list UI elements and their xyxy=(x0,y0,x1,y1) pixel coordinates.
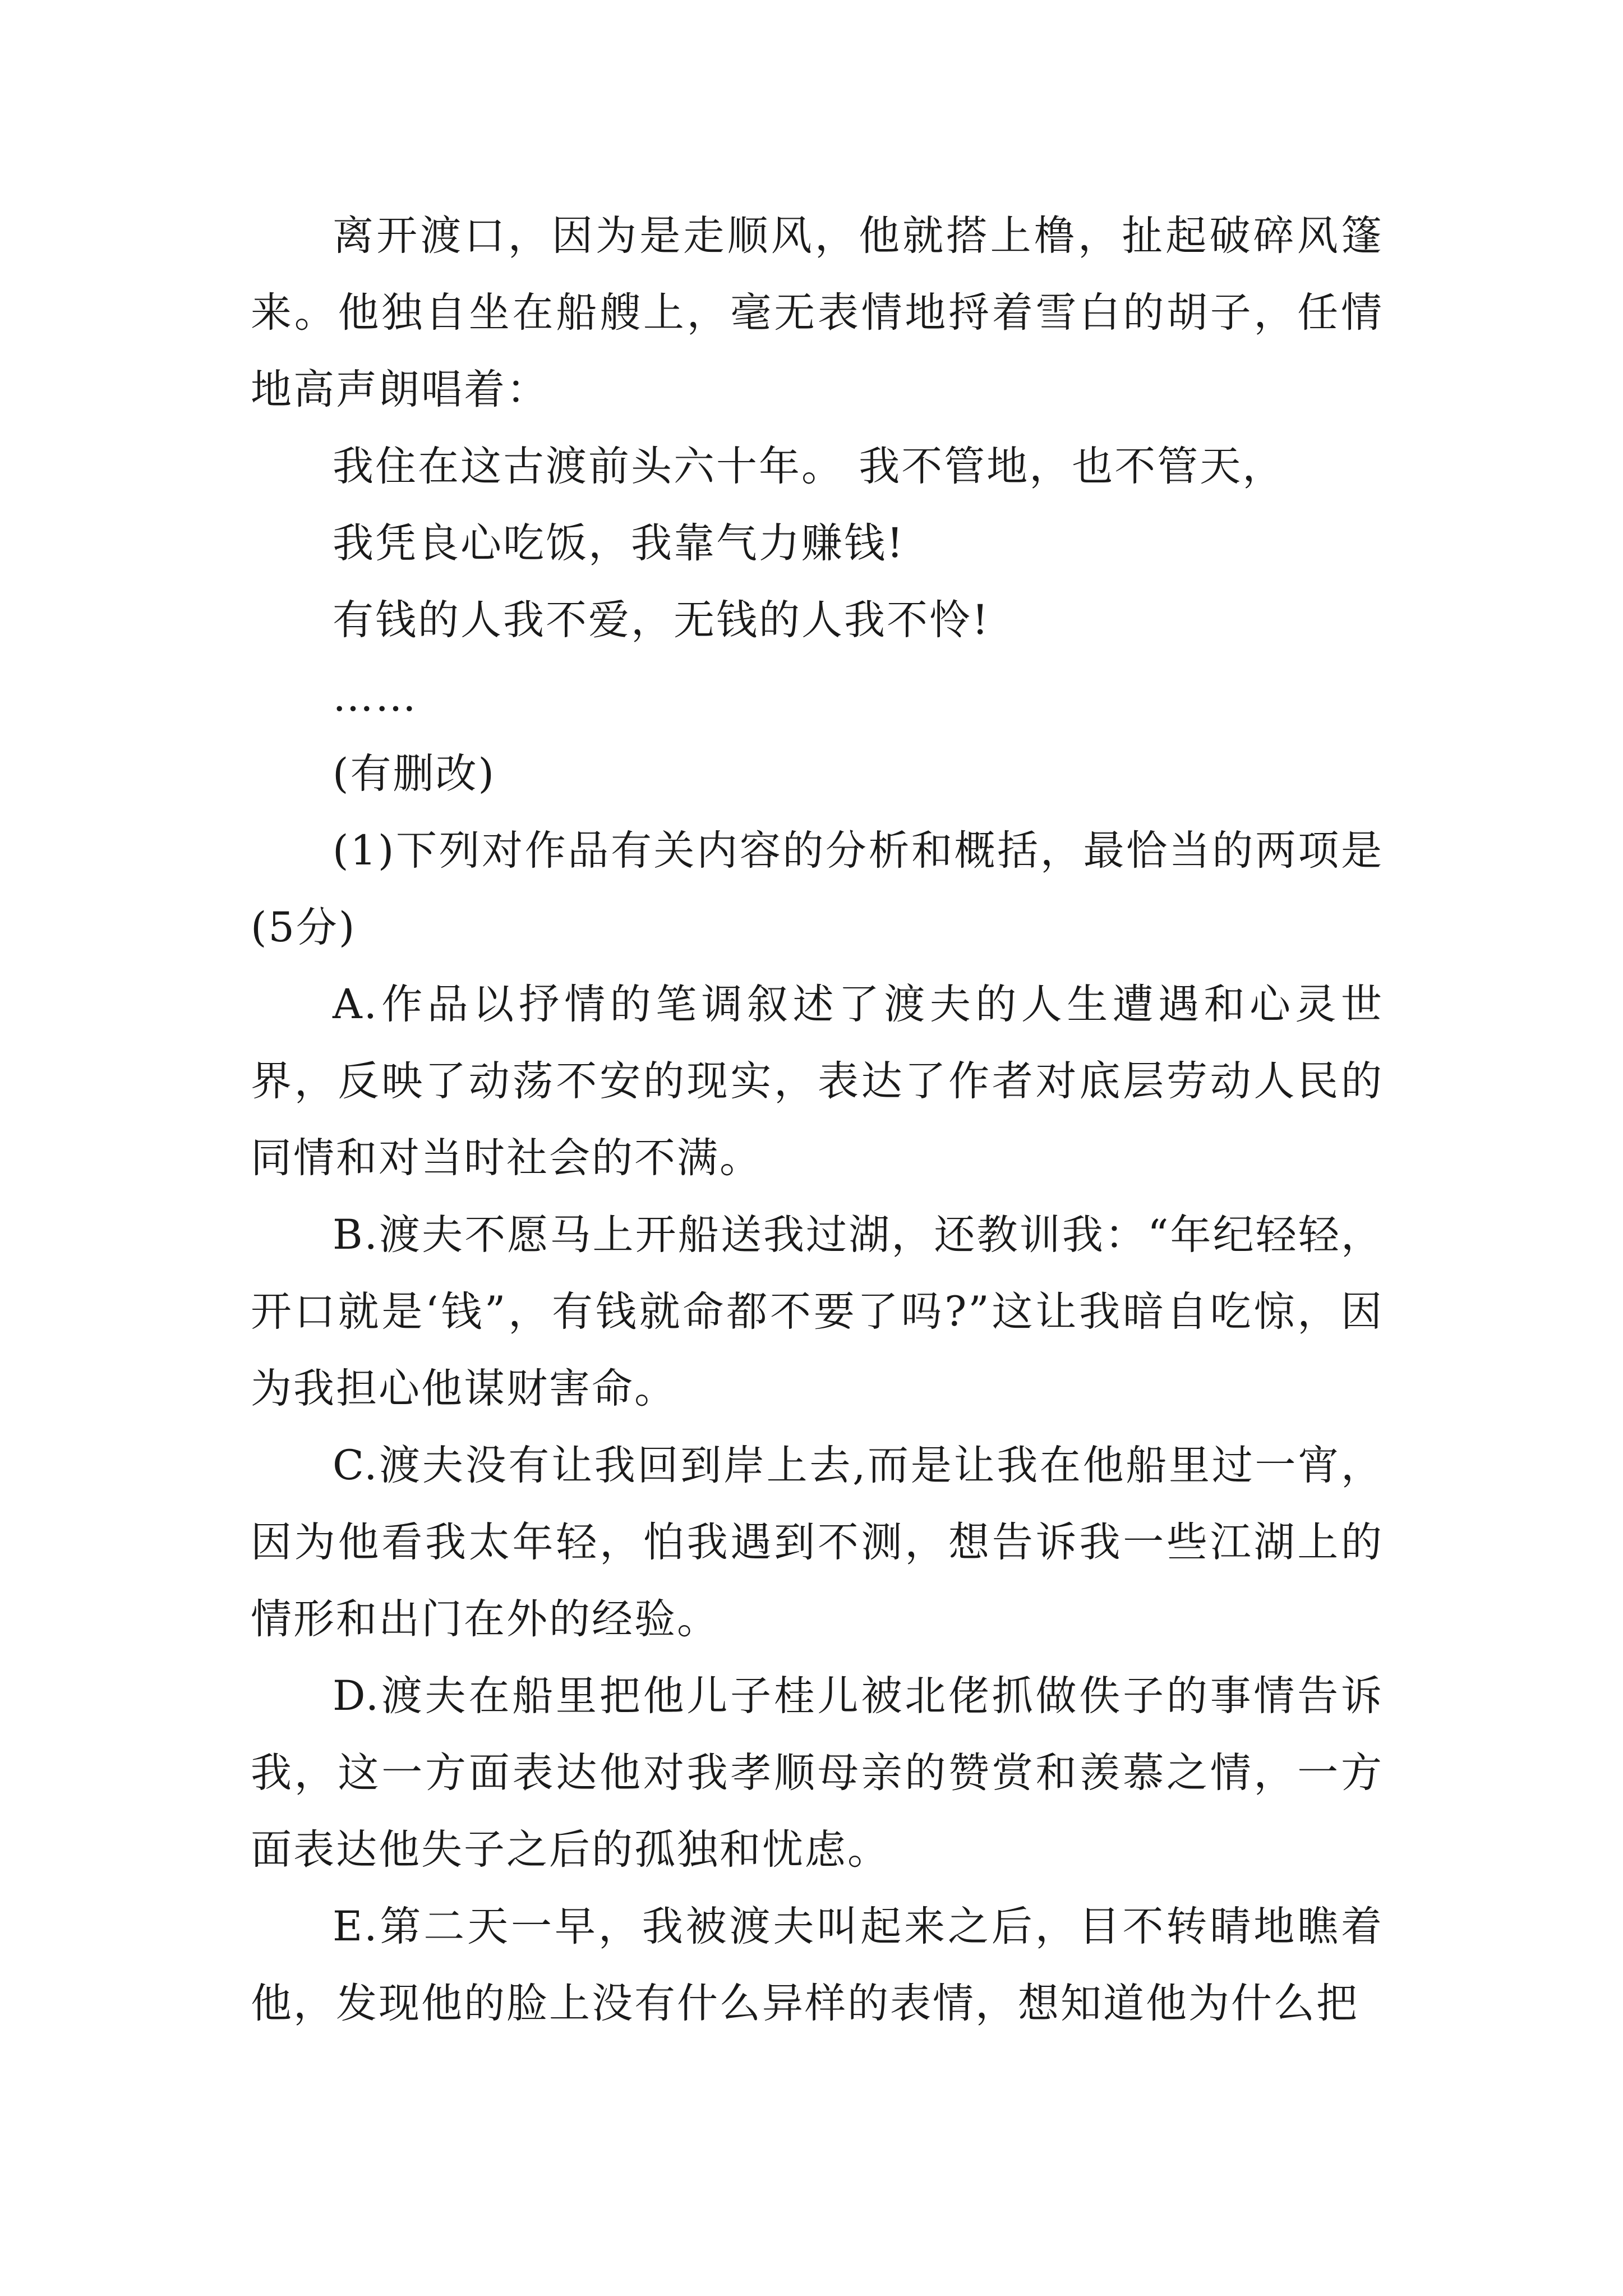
song-ellipsis: …… xyxy=(333,673,418,721)
question-prompt: (1)下列对作品有关内容的分析和概括，最恰当的两项是(5分) xyxy=(251,827,1384,951)
option-b: B.渡夫不愿马上开船送我过湖，还教训我：“年纪轻轻，开口就是‘钱”，有钱就命都不要了吗?”这让我暗自吃惊，因为我担心他谋财害命。 xyxy=(251,1211,1384,1412)
opening-paragraph: 离开渡口，因为是走顺风，他就搭上橹，扯起破碎风篷来。他独自坐在船艘上，毫无表情地捋着雪白的胡子，任情地高声朗唱着： xyxy=(251,212,1384,413)
option-c: C.渡夫没有让我回到岸上去,而是让我在他船里过一宵，因为他看我太年轻，怕我遇到不测，想告诉我一些江湖上的情形和出门在外的经验。 xyxy=(251,1442,1384,1643)
option-a: A.作品以抒情的笔调叙述了渡夫的人生遭遇和心灵世界，反映了动荡不安的现实，表达了作者对底层劳动人民的同情和对当时社会的不满。 xyxy=(251,981,1384,1182)
song-line-1: 我住在这古渡前头六十年。 我不管地，也不管天， xyxy=(333,443,1285,490)
option-e: E.第二天一早，我被渡夫叫起来之后，目不转睛地瞧着他，发现他的脸上没有什么异样的表情，想知道他为什么把 xyxy=(251,1903,1384,2027)
option-d: D.渡夫在船里把他儿子桂儿被北佬抓做佚子的事情告诉我，这一方面表达他对我孝顺母亲的赞赏和羡慕之情，一方面表达他失子之后的孤独和忧虑。 xyxy=(251,1672,1384,1874)
song-line-2: 我凭良心吃饭，我靠气力赚钱! xyxy=(333,519,905,567)
source-note: (有删改) xyxy=(333,750,496,798)
song-line-3: 有钱的人我不爱，无钱的人我不怜! xyxy=(333,596,990,644)
document-text xyxy=(251,197,1384,2042)
